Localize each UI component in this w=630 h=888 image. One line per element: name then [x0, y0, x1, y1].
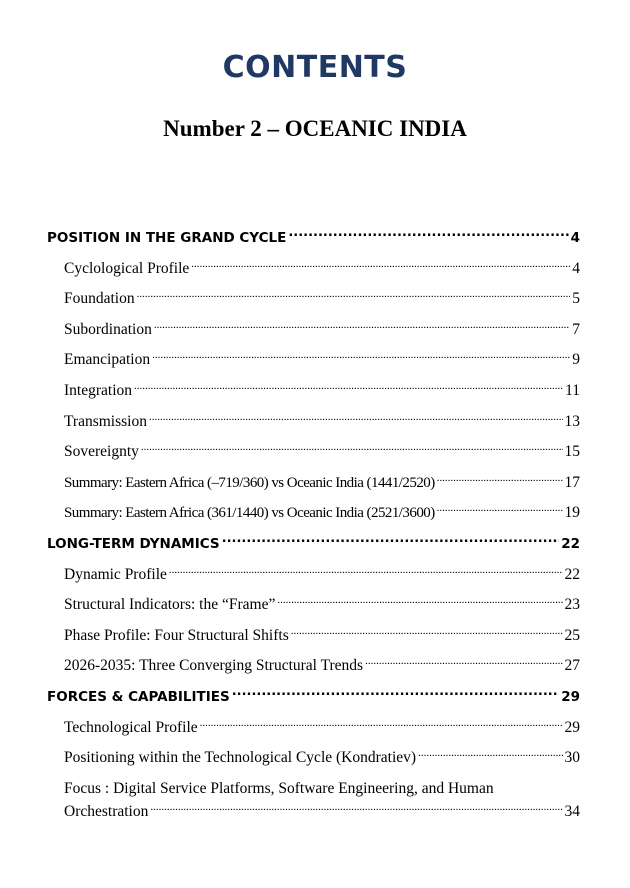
toc-item-line2: [64, 800, 580, 823]
toc-page-number: 15: [564, 443, 580, 461]
toc-item-label: Sovereignty: [64, 443, 139, 461]
toc-item-cyclological-profile[interactable]: [47, 257, 580, 288]
toc-page-number: 5: [572, 290, 580, 308]
toc-leader-dots: [288, 229, 568, 243]
toc-leader-dots: [137, 288, 571, 304]
toc-page-number: 7: [572, 320, 580, 338]
toc-item-label-line2: Orchestration: [64, 802, 149, 820]
toc-leader-dots: [418, 747, 562, 763]
toc-item-label: Foundation: [64, 290, 135, 308]
toc-page-number: 9: [572, 351, 580, 369]
toc-item-label: Phase Profile: Four Structural Shifts: [64, 626, 289, 644]
toc-item-summary-2[interactable]: [47, 501, 580, 532]
toc-page-number: 29: [561, 688, 580, 705]
toc-page-number: 17: [564, 473, 580, 491]
toc-leader-dots: [277, 594, 562, 610]
toc-item-kondratiev-positioning[interactable]: [47, 746, 580, 777]
toc-leader-dots: [291, 624, 563, 640]
toc-item-label: Positioning within the Technological Cycle (Kondratiev): [64, 749, 417, 767]
toc-item-label: Summary: Eastern Africa (–719/360) vs Oceanic India (1441/2520): [64, 474, 435, 491]
toc-item-label: Dynamic Profile: [64, 565, 167, 583]
toc-item-integration[interactable]: [47, 379, 580, 410]
toc-leader-dots: [154, 318, 570, 334]
toc-leader-dots: [437, 471, 563, 487]
issue-subtitle: Number 2 – OCEANIC INDIA: [163, 116, 467, 141]
toc-page-number: 23: [564, 596, 580, 614]
toc-leader-dots: [134, 379, 563, 395]
toc-page-number: 11: [565, 381, 580, 399]
toc-page-number: 19: [564, 504, 580, 522]
toc-page-number: 25: [564, 626, 580, 644]
toc-page-number: 13: [564, 412, 580, 430]
toc-item-dynamic-profile[interactable]: [47, 563, 580, 594]
toc-page-number: 27: [564, 657, 580, 675]
toc-leader-dots: [222, 534, 560, 548]
toc-section-long-term-dynamics[interactable]: [47, 532, 580, 563]
toc-item-transmission[interactable]: [47, 410, 580, 441]
toc-item-label: Technological Profile: [64, 718, 198, 736]
toc-section-forces-capabilities[interactable]: [47, 685, 580, 716]
toc-leader-dots: [232, 687, 560, 701]
toc-item-label: Cyclological Profile: [64, 259, 190, 277]
toc-item-label: Emancipation: [64, 351, 151, 369]
toc-item-label: Subordination: [64, 320, 152, 338]
toc-item-foundation[interactable]: [47, 287, 580, 318]
toc-item-summary-1[interactable]: [47, 471, 580, 502]
toc-item-label: Summary: Eastern Africa (361/1440) vs Oceanic India (2521/3600): [64, 505, 435, 522]
toc-item-label: Integration: [64, 381, 133, 399]
toc-item-phase-profile[interactable]: [47, 624, 580, 655]
toc-page-number: 4: [570, 230, 580, 246]
toc-page-number: 34: [564, 802, 580, 820]
toc-leader-dots: [191, 257, 570, 273]
toc-page-number: 29: [564, 718, 580, 736]
toc-item-subordination[interactable]: [47, 318, 580, 349]
toc-item-label: Transmission: [64, 412, 147, 430]
toc-leader-dots: [152, 349, 570, 365]
toc-leader-dots: [149, 410, 563, 426]
toc-leader-dots: [150, 800, 562, 816]
toc-section-label: FORCES & CAPABILITIES: [47, 688, 230, 705]
toc-section-label: POSITION IN THE GRAND CYCLE: [47, 230, 287, 246]
toc-leader-dots: [169, 563, 563, 579]
toc-item-emancipation[interactable]: [47, 348, 580, 379]
toc-item-structural-trends[interactable]: [47, 654, 580, 685]
toc-page-number: 30: [564, 749, 580, 767]
toc-page-number: 22: [561, 535, 580, 552]
toc-item-label: 2026-2035: Three Converging Structural Trends: [64, 657, 364, 675]
toc-page-number: 22: [564, 565, 580, 583]
toc-item-focus-digital-platforms[interactable]: [47, 777, 580, 823]
toc-leader-dots: [437, 502, 563, 518]
toc-item-sovereignty[interactable]: [47, 440, 580, 471]
toc-leader-dots: [141, 441, 563, 457]
toc-item-structural-indicators[interactable]: [47, 593, 580, 624]
toc-section-grand-cycle[interactable]: [47, 226, 580, 257]
toc-page-number: 4: [572, 259, 580, 277]
contents-heading: CONTENTS: [222, 50, 408, 85]
toc-item-technological-profile[interactable]: [47, 716, 580, 747]
toc-leader-dots: [365, 655, 562, 671]
toc-item-label-line1: Focus : Digital Service Platforms, Software Engineering, and Human: [64, 779, 494, 797]
table-of-contents: [47, 226, 580, 823]
toc-item-label: Structural Indicators: the “Frame”: [64, 596, 276, 614]
toc-leader-dots: [200, 716, 563, 732]
toc-section-label: LONG-TERM DYNAMICS: [47, 535, 220, 552]
